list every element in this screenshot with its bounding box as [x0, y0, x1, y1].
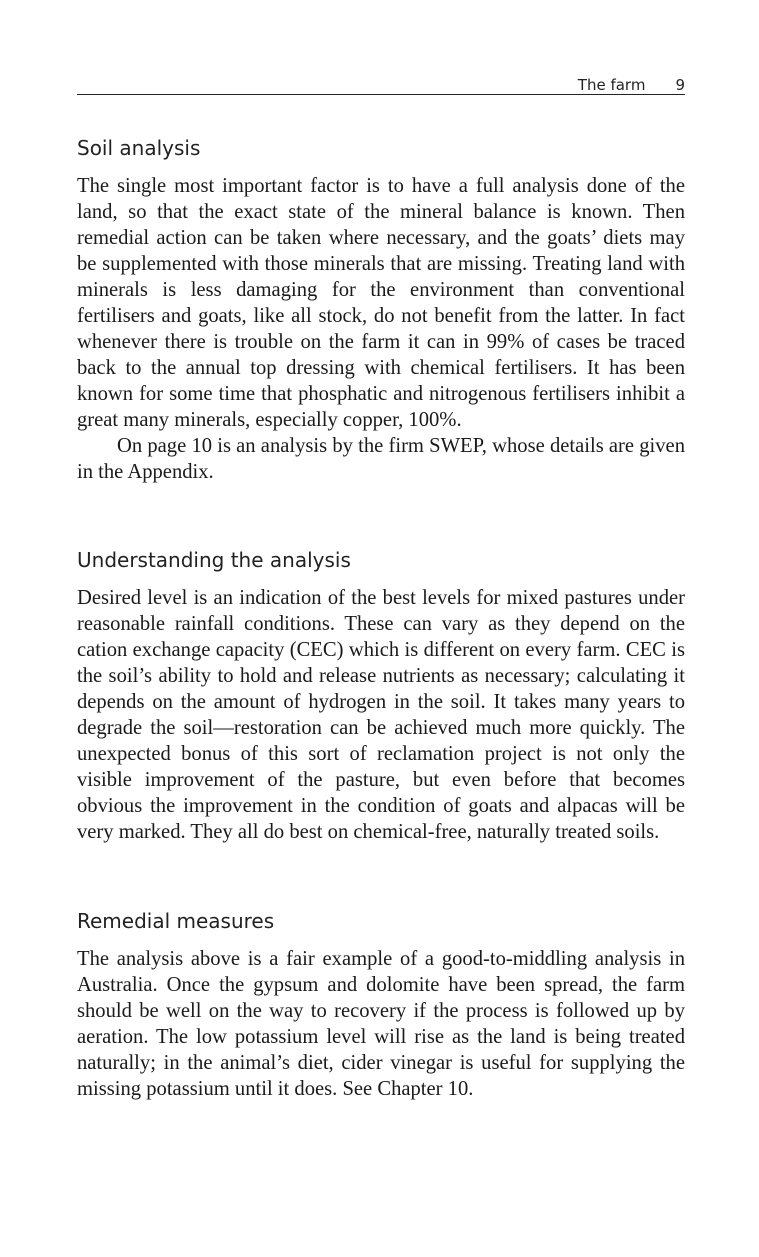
- paragraph: On page 10 is an analysis by the firm SWEP, whose details are given in the Appendix.: [77, 435, 685, 483]
- section-heading: Remedial measures: [77, 909, 275, 933]
- running-head-text: [578, 77, 685, 94]
- running-head-title: The farm: [577, 76, 646, 94]
- page-number: 9: [675, 76, 685, 94]
- paragraph: The single most important factor is to have a full analysis done of the land, so that the exact state of the mineral balance is known. Then remedial action can be taken where necessary, and the goats’ diets may be supplemented with those minerals that are missing. Treating land with minerals is less damaging for the environment than conventional fertilisers and goats, like all stock, do not benefit from the latter. In fact whenever there is trouble on the farm it can in 99% of cases be traced back to the annual top dressing with chemical fertilisers. It has been known for some time that phosphatic and nitrogenous fertilisers inhibit a great many minerals, especially copper, 100%.: [77, 175, 685, 431]
- running-head: [77, 77, 685, 95]
- paragraph: The analysis above is a fair example of a good-to-middling analysis in Australia. Once the gypsum and dolomite have been spread, the farm should be well on the way to recovery if the process is followed up by aeration. The low potassium level will rise as the land is being treated naturally; in the animal’s diet, cider vinegar is useful for supplying the missing potassium until it does. See Chapter 10.: [77, 948, 685, 1100]
- section-body: [77, 173, 685, 485]
- paragraph: Desired level is an indication of the best levels for mixed pastures under reasonable rainfall conditions. These can vary as they depend on the cation exchange capacity (CEC) which is different on every farm. CEC is the soil’s ability to hold and release nutrients as necessary; calculating it depends on the amount of hydrogen in the soil. It takes many years to degrade the soil—restoration can be achieved much more quickly. The unexpected bonus of this sort of reclamation project is not only the visible improvement of the pasture, but even before that becomes obvious the improvement in the condition of goats and alpacas will be very marked. They all do best on chemical-free, naturally treated soils.: [77, 587, 685, 843]
- section-soil-analysis: [77, 135, 685, 485]
- section-body: [77, 585, 685, 845]
- section-understanding-the-analysis: [77, 547, 685, 845]
- section-remedial-measures: [77, 908, 685, 1102]
- section-heading: Understanding the analysis: [77, 548, 351, 572]
- section-body: [77, 946, 685, 1102]
- section-heading: Soil analysis: [77, 136, 201, 160]
